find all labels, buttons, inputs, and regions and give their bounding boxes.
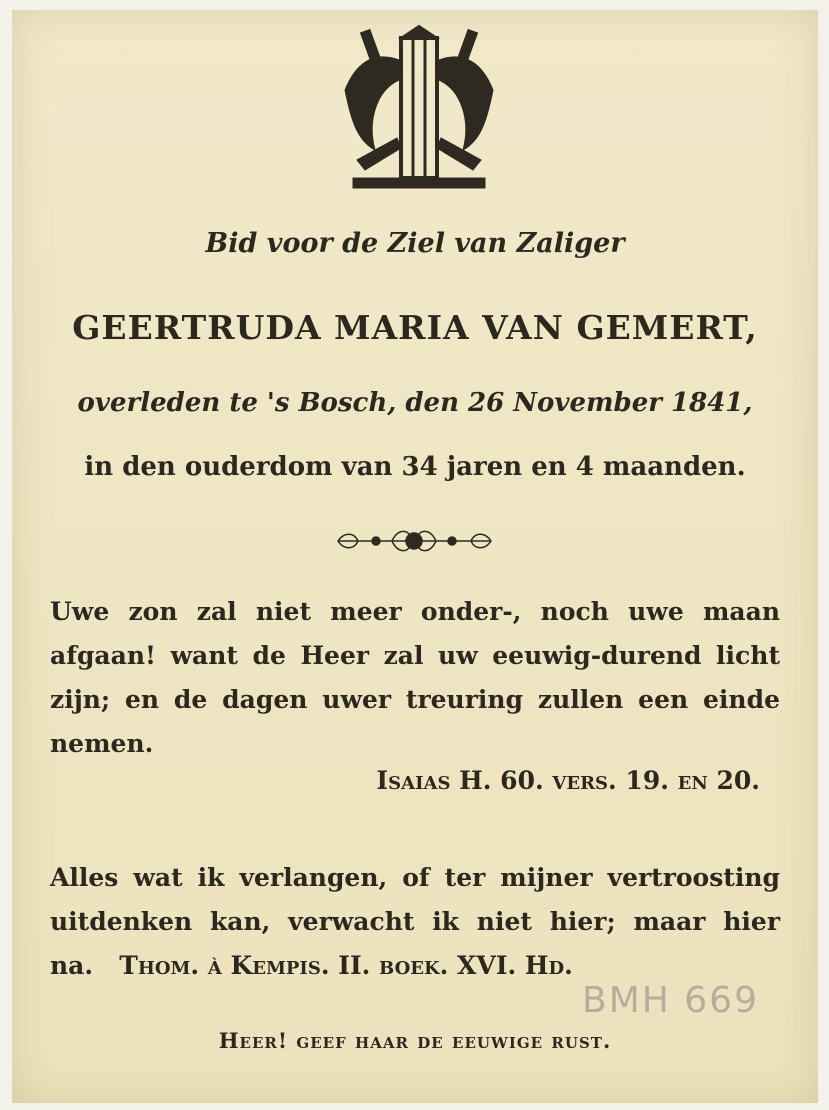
verse-reference: Isaias H. 60. vers. 19. en 20. <box>376 766 760 795</box>
quote-paragraph <box>50 856 780 988</box>
archive-mark: BMH 669 <box>582 980 759 1021</box>
age-at-death: in den ouderdom van 34 jaren en 4 maanden. <box>84 452 746 482</box>
death-details: overleden te 's Bosch, den 26 November 1841, <box>77 388 753 418</box>
emblem-icon <box>337 20 497 192</box>
verse-paragraph: Uwe zon zal niet meer onder-, noch uwe maan afgaan! want de Heer zal uw eeuwig-durend licht zijn; en de dagen uwer treuring zullen een einde nemen. <box>50 597 780 758</box>
ornament-divider-icon <box>332 524 497 558</box>
prayer-intro: Bid voor de Ziel van Zaliger <box>205 228 625 259</box>
quote-reference: Thom. à Kempis. II. boek. XVI. Hd. <box>119 951 573 980</box>
devotional-card <box>12 10 818 1103</box>
quote-text: Alles wat ik verlangen, of ter mijner vertroosting uitdenken kan, verwacht ik niet hier; maar hier na. <box>50 863 780 980</box>
deceased-name: GEERTRUDA MARIA VAN GEMERT, <box>72 308 758 347</box>
closing-prayer: Heer! geef haar de eeuwige rust. <box>218 1028 612 1053</box>
